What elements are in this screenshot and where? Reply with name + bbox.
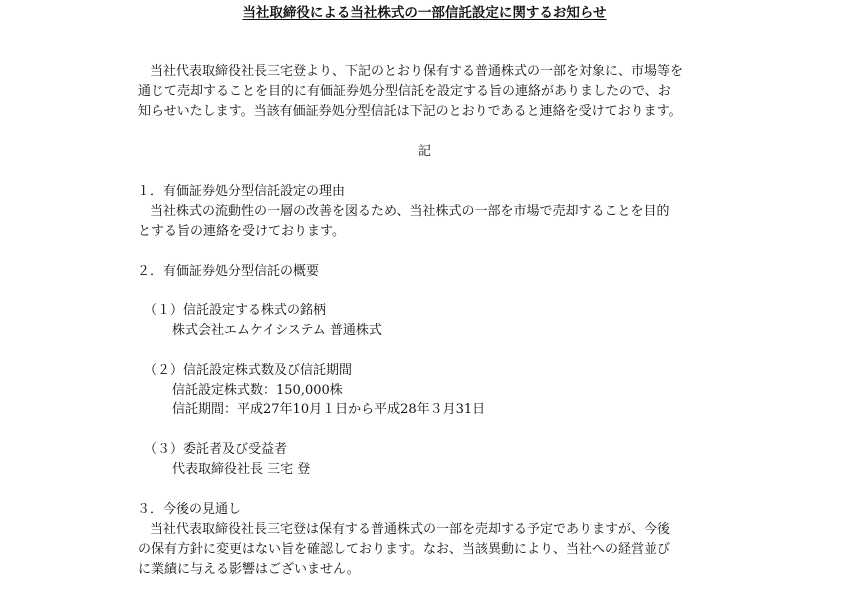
section-2-sub-2-period: 信託期間：平成27年10月１日から平成28年３月31日: [172, 402, 486, 417]
section-3-heading: ３．今後の見通し: [137, 502, 242, 517]
section-2-sub-2-heading: （２）信託設定株式数及び信託期間: [144, 363, 353, 378]
section-2-sub-1-heading: （１）信託設定する株式の銘柄: [144, 303, 327, 318]
intro-line-1: 当社代表取締役社長三宅登より、下記のとおり保有する普通株式の一部を対象に、市場等を: [150, 64, 684, 79]
section-2-sub-1-value: 株式会社エムケイシステム 普通株式: [172, 323, 382, 338]
section-2-sub-3-heading: （３）委託者及び受益者: [144, 442, 288, 457]
intro-line-2: 通じて売却することを目的に有価証券処分型信託を設定する旨の連絡がありましたので、お: [138, 84, 671, 99]
section-2-sub-2-shares: 信託設定株式数：150,000株: [172, 383, 343, 398]
section-2-heading: ２．有価証券処分型信託の概要: [137, 264, 320, 279]
section-1-heading: １．有価証券処分型信託設定の理由: [137, 184, 346, 199]
document-title: [0, 4, 849, 22]
intro-line-3: 知らせいたします。当該有価証券処分型信託は下記のとおりであると連絡を受けております。: [138, 104, 682, 119]
section-1-body-line-2: とする旨の連絡を受けております。: [138, 224, 345, 239]
section-3-body-line-3: に業績に与える影響はございません。: [138, 562, 360, 577]
section-1-body-line-1: 当社株式の流動性の一層の改善を図るため、当社株式の一部を市場で売却することを目的: [150, 204, 670, 219]
ki-heading: 記: [417, 144, 431, 159]
section-3-body-line-1: 当社代表取締役社長三宅登は保有する普通株式の一部を売却する予定でありますが、今後: [150, 522, 671, 537]
document-title-text: 当社取締役による当社株式の一部信託設定に関するお知らせ: [242, 5, 607, 21]
section-3-body-line-2: の保有方針に変更はない旨を確認しております。なお、当該異動により、当社への経営並び: [138, 542, 670, 557]
section-2-sub-3-value: 代表取締役社長 三宅 登: [172, 462, 311, 477]
